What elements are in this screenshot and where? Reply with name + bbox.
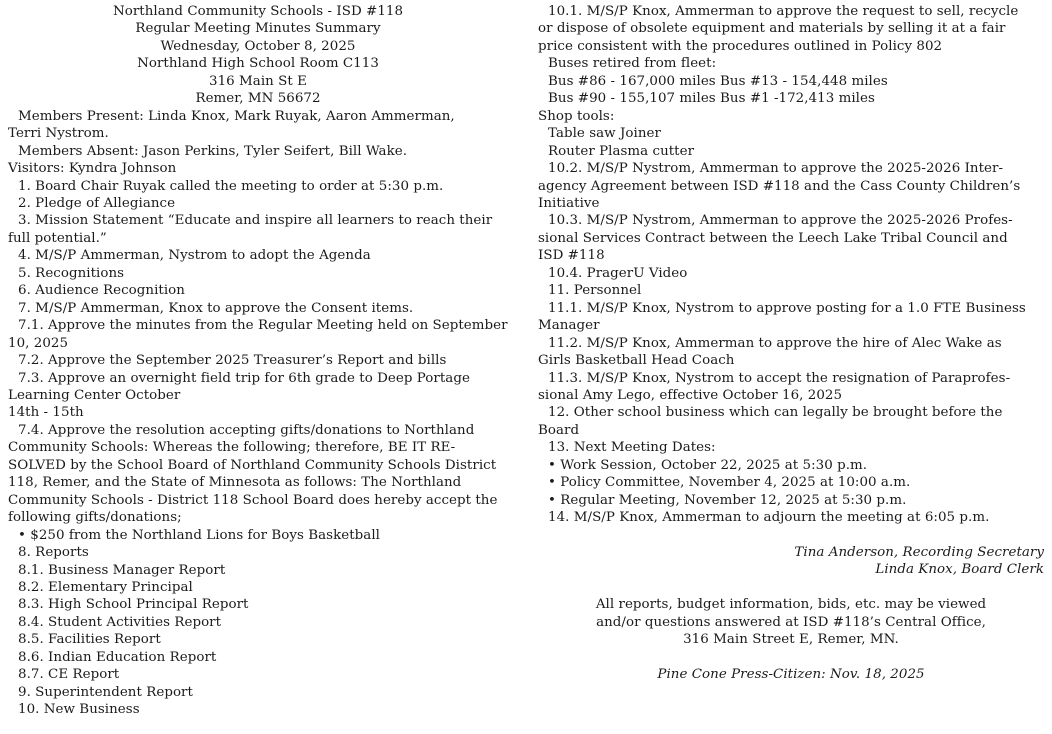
spacer bbox=[538, 527, 1044, 544]
minutes-line: 2. Pledge of Allegiance bbox=[18, 195, 176, 211]
minutes-line: Board bbox=[538, 422, 580, 438]
publication-line: Pine Cone Press-Citizen: Nov. 18, 2025 bbox=[657, 667, 925, 683]
header-line: Regular Meeting Minutes Summary bbox=[135, 21, 381, 37]
minutes-line: Learning Center October bbox=[8, 387, 181, 403]
minutes-line: or dispose of obsolete equipment and materials by selling it at a fair bbox=[538, 21, 1006, 37]
minutes-line: Manager bbox=[538, 318, 600, 334]
minutes-line: Initiative bbox=[538, 195, 600, 211]
minutes-line: sional Amy Lego, effective October 16, 2025 bbox=[538, 387, 843, 403]
minutes-line: Router Plasma cutter bbox=[548, 143, 695, 159]
minutes-line: 8.1. Business Manager Report bbox=[18, 562, 226, 578]
signature-line: Tina Anderson, Recording Secretary bbox=[794, 545, 1044, 561]
minutes-line: 10. New Business bbox=[18, 702, 140, 718]
minutes-line: 12. Other school business which can legally be brought before the bbox=[548, 405, 1003, 421]
minutes-line: 7. M/S/P Ammerman, Knox to approve the Consent items. bbox=[18, 300, 414, 316]
minutes-line: Buses retired from fleet: bbox=[548, 56, 717, 72]
minutes-line: Visitors: Kyndra Johnson bbox=[8, 161, 177, 177]
minutes-line: 10.2. M/S/P Nystrom, Ammerman to approve the 2025-2026 Inter- bbox=[548, 161, 1004, 177]
minutes-line: agency Agreement between ISD #118 and the Cass County Children’s bbox=[538, 178, 1021, 194]
minutes-line: 1. Board Chair Ruyak called the meeting to order at 5:30 p.m. bbox=[18, 178, 444, 194]
spacer bbox=[538, 579, 1044, 596]
minutes-line: Members Absent: Jason Perkins, Tyler Seifert, Bill Wake. bbox=[18, 143, 408, 159]
minutes-line: 8.3. High School Principal Report bbox=[18, 597, 249, 613]
minutes-line: 3. Mission Statement “Educate and inspire all learners to reach their bbox=[18, 213, 493, 229]
minutes-line: Girls Basketball Head Coach bbox=[538, 353, 735, 369]
minutes-line: sional Services Contract between the Leech Lake Tribal Council and bbox=[538, 230, 1008, 246]
minutes-line: 7.3. Approve an overnight field trip for 6th grade to Deep Portage bbox=[18, 370, 470, 386]
minutes-line: 5. Recognitions bbox=[18, 265, 125, 281]
minutes-line: 8.2. Elementary Principal bbox=[18, 579, 193, 595]
minutes-line: full potential.” bbox=[8, 230, 107, 246]
minutes-line: 8.6. Indian Education Report bbox=[18, 649, 217, 665]
minutes-line: 8.7. CE Report bbox=[18, 667, 120, 683]
minutes-line: ISD #118 bbox=[538, 248, 605, 264]
minutes-line: Shop tools: bbox=[538, 108, 615, 124]
minutes-line: Community Schools: Whereas the following; therefore, BE IT RE- bbox=[8, 440, 456, 456]
minutes-line: • Work Session, October 22, 2025 at 5:30 p.m. bbox=[548, 457, 868, 473]
minutes-line: 6. Audience Recognition bbox=[18, 283, 185, 299]
minutes-line: 8. Reports bbox=[18, 545, 89, 561]
notice-line: All reports, budget information, bids, etc. may be viewed bbox=[595, 597, 987, 613]
left-column bbox=[8, 3, 508, 719]
minutes-line: 10.4. PragerU Video bbox=[548, 265, 688, 281]
minutes-line: price consistent with the procedures outlined in Policy 802 bbox=[538, 38, 943, 54]
minutes-body-right bbox=[538, 3, 1044, 527]
signature-line: Linda Knox, Board Clerk bbox=[875, 562, 1044, 578]
minutes-line: 4. M/S/P Ammerman, Nystrom to adopt the Agenda bbox=[18, 248, 371, 264]
header-line: Northland Community Schools - ISD #118 bbox=[112, 4, 404, 19]
minutes-line: Bus #90 - 155,107 miles Bus #1 -172,413 miles bbox=[548, 91, 875, 107]
minutes-line: 11.2. M/S/P Knox, Ammerman to approve the hire of Alec Wake as bbox=[548, 335, 1002, 351]
notice-line: and/or questions answered at ISD #118’s Central Office, bbox=[596, 614, 986, 630]
minutes-line: following gifts/donations; bbox=[8, 510, 182, 526]
minutes-line: 7.1. Approve the minutes from the Regular Meeting held on September bbox=[18, 318, 508, 334]
minutes-line: 13. Next Meeting Dates: bbox=[548, 440, 716, 456]
minutes-line: Terri Nystrom. bbox=[8, 126, 109, 142]
minutes-line: 10, 2025 bbox=[8, 335, 69, 351]
minutes-line: 8.5. Facilities Report bbox=[18, 632, 161, 648]
minutes-line: Community Schools - District 118 School Board does hereby accept the bbox=[8, 492, 498, 508]
minutes-line: • Policy Committee, November 4, 2025 at 10:00 a.m. bbox=[548, 475, 911, 491]
header-line: Remer, MN 56672 bbox=[195, 91, 321, 107]
minutes-line: 7.2. Approve the September 2025 Treasurer’s Report and bills bbox=[18, 353, 447, 369]
minutes-line: SOLVED by the School Board of Northland Community Schools District bbox=[8, 457, 497, 473]
minutes-line: Members Present: Linda Knox, Mark Ruyak, Aaron Ammerman, bbox=[18, 108, 455, 124]
minutes-line: 10.1. M/S/P Knox, Ammerman to approve the request to sell, recycle bbox=[548, 4, 1019, 19]
minutes-line: Table saw Joiner bbox=[548, 126, 661, 142]
minutes-line: 11. Personnel bbox=[548, 283, 642, 299]
header-line: 316 Main St E bbox=[209, 73, 307, 89]
minutes-line: 14. M/S/P Knox, Ammerman to adjourn the meeting at 6:05 p.m. bbox=[548, 510, 990, 526]
meeting-header bbox=[8, 3, 508, 108]
spacer bbox=[538, 649, 1044, 666]
minutes-line: 9. Superintendent Report bbox=[18, 684, 193, 700]
minutes-line: • Regular Meeting, November 12, 2025 at 5:30 p.m. bbox=[548, 492, 907, 508]
header-line: Northland High School Room C113 bbox=[137, 56, 379, 72]
minutes-body-left bbox=[8, 108, 508, 719]
notice-line: 316 Main Street E, Remer, MN. bbox=[683, 632, 899, 648]
right-column bbox=[538, 3, 1044, 684]
minutes-line: 7.4. Approve the resolution accepting gifts/donations to Northland bbox=[18, 422, 475, 438]
minutes-line: 11.3. M/S/P Knox, Nystrom to accept the resignation of Paraprofes- bbox=[548, 370, 1011, 386]
minutes-line: 118, Remer, and the State of Minnesota as follows: The Northland bbox=[8, 475, 462, 491]
minutes-line: 14th - 15th bbox=[8, 405, 84, 421]
notice-block bbox=[538, 596, 1044, 648]
minutes-line: Bus #86 - 167,000 miles Bus #13 - 154,448 miles bbox=[548, 73, 888, 89]
minutes-line: • $250 from the Northland Lions for Boys Basketball bbox=[18, 527, 380, 543]
minutes-line: 11.1. M/S/P Knox, Nystrom to approve posting for a 1.0 FTE Business bbox=[548, 300, 1026, 316]
minutes-line: 8.4. Student Activities Report bbox=[18, 614, 222, 630]
header-line: Wednesday, October 8, 2025 bbox=[160, 38, 356, 54]
minutes-line: 10.3. M/S/P Nystrom, Ammerman to approve the 2025-2026 Profes- bbox=[548, 213, 1013, 229]
